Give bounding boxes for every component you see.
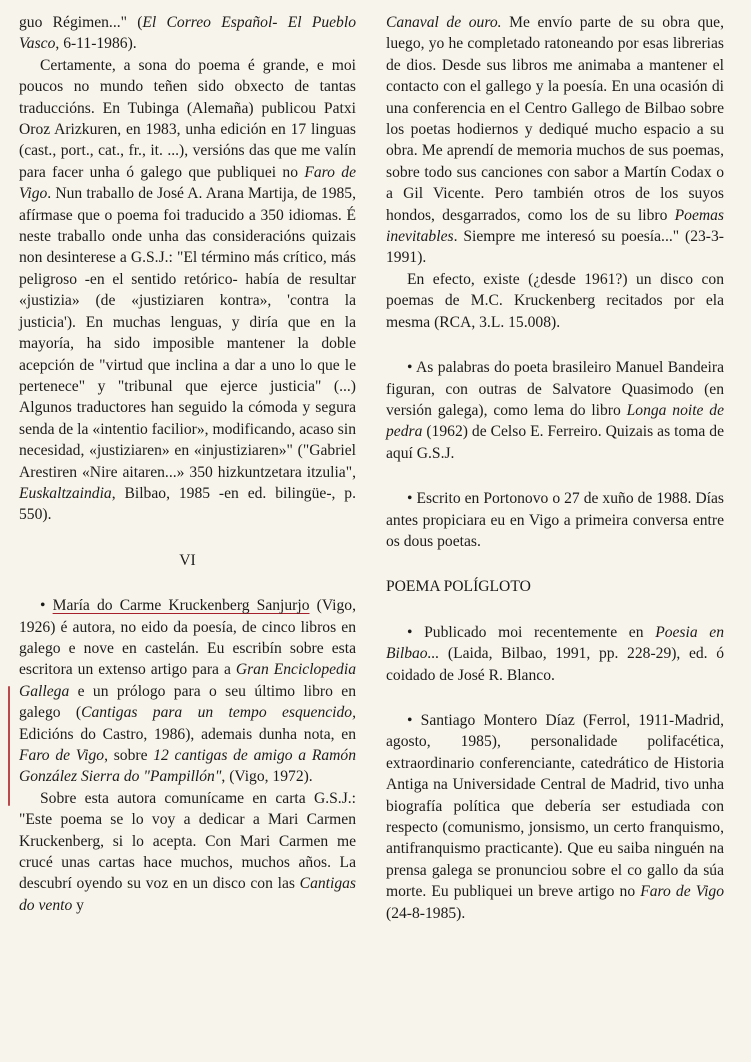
margin-pen-mark	[8, 686, 10, 806]
right-column	[386, 12, 724, 924]
underlined-author-name: María do Carme Kruckenberg Sanjurjo	[52, 597, 310, 615]
paragraph: Canaval de ouro. Me envío parte de su obra que, luego, yo he completado ratoneando por esas librerias de dios. Desde sus libros me animaba a mantener el contacto con el gallego y la poesía. En una ocasión di una conferencia en el Centro Gallego de Bilbao sobre los poetas hodiernos y dediqué mucho espacio a su obra. Me aprendí de memoria muchos de sus poemas, sobre todo sus canciones con sabor a Martín Codax o a Gil Vicente. Pero también otros de los suyos hondos, desgarrados, como los de su libro Poemas inevitables. Siempre me interesó su poesía..." (23-3-1991).	[386, 14, 724, 267]
paragraph: En efecto, existe (¿desde 1961?) un disco con poemas de M.C. Kruckenberg recitados por ela mesma (RCA, 3.L. 15.008).	[386, 270, 724, 331]
note-paragraph: • Publicado moi recentemente en Poesia en Bilbao... (Laida, Bilbao, 1991, pp. 228-29), ed. ó coidado de José R. Blanco.	[386, 623, 725, 684]
paragraph: Sobre esta autora comunícame en carta G.S.J.: "Este poema se lo voy a dedicar a Mari Carmen Kruckenberg, si lo acepta. Con Mari Carmen me crucé unas cartas hace muchos, muchos años. La descubrí oyendo su voz en un disco con las Cantigas do vento y	[19, 789, 356, 914]
paragraph: Certamente, a sona do poema é grande, e moi poucos no mundo teñen sido obxecto de tantas traduccións. En Tubinga (Alemaña) publicou Patxi Oroz Arizkuren, en 1983, unha edición en 17 linguas (cast., port., cat., fr., it. ...), versións das que me valín para facer unha ó galego que publiquei no Faro de Vigo. Nun traballo de José A. Arana Martija, de 1985, afírmase que o poema foi traducido a 350 idiomas. É neste traballo onde unha das consideracións quizais non desinterese a G.S.J.: "El término más crítico, más peligroso -en el sentido retórico- había de resultar «justizia» (de «justiziaren kontra», 'contra la justicia'). En muchas lenguas, y diría que en la mayoría, ha sido imposible mantener la doble acepción de "virtud que inclina a dar a uno lo que le pertenece" y "tribunal que ejerce justicia" (...) Algunos traductores han seguido la cómoda y segura senda de la «intentio facilior», modificando, acaso sin necesidad, «justiziaren» en «injustiziaren»" ("Gabriel Arestiren «Nire aitaren...» 350 hizkuntzetara itzulia", Euskaltzaindia, Bilbao, 1985 -en ed. bilingüe-, p. 550).	[19, 56, 356, 524]
note-paragraph: • Escrito en Portonovo o 27 de xuño de 1988. Días antes propiciara eu en Vigo a primeira conversa entre os dous poetas.	[386, 490, 724, 550]
note-paragraph: • As palabras do poeta brasileiro Manuel Bandeira figuran, con outras de Salvatore Quasimodo (en versión galega), como lema do libro Longa noite de pedra (1962) de Celso E. Ferreiro. Quizais as toma de aquí G.S.J.	[386, 359, 724, 462]
left-column	[19, 12, 356, 916]
paragraph: guo Régimen..." (El Correo Español- El Pueblo Vasco, 6-11-1986).	[19, 14, 356, 53]
note-paragraph: • Santiago Montero Díaz (Ferrol, 1911-Madrid, agosto, 1985), personalidade polifacética, extraordinario conferenciante, catedrático de Historia Antiga na Universidade Central de Madrid, tivo unha biografía política que debería ser estudiada con respecto (comunismo, jonsismo, un certo franquismo, antifranquismo practicante). Que eu saiba ninguén na prensa galega se pronunciou sobre el co gallo da súa morte. Eu publiquei un breve artigo no Faro de Vigo (24-8-1985).	[386, 711, 724, 922]
section-number: VI	[179, 551, 196, 569]
section-heading: POEMA POLÍGLOTO	[386, 578, 531, 596]
note-paragraph: • María do Carme Kruckenberg Sanjurjo (Vigo, 1926) é autora, no eido da poesía, de cinco libros en galego e nove en castelán. Eu escribín sobre esta escritora un extenso artigo para a Gran Enciclopedia Gallega e un prólogo para o seu último libro en galego (Cantigas para un tempo esquencido, Edicións do Castro, 1986), ademais dunha nota, en Faro de Vigo, sobre 12 cantigas de amigo a Ramón González Sierra do "Pampillón", (Vigo, 1972).	[19, 597, 356, 786]
